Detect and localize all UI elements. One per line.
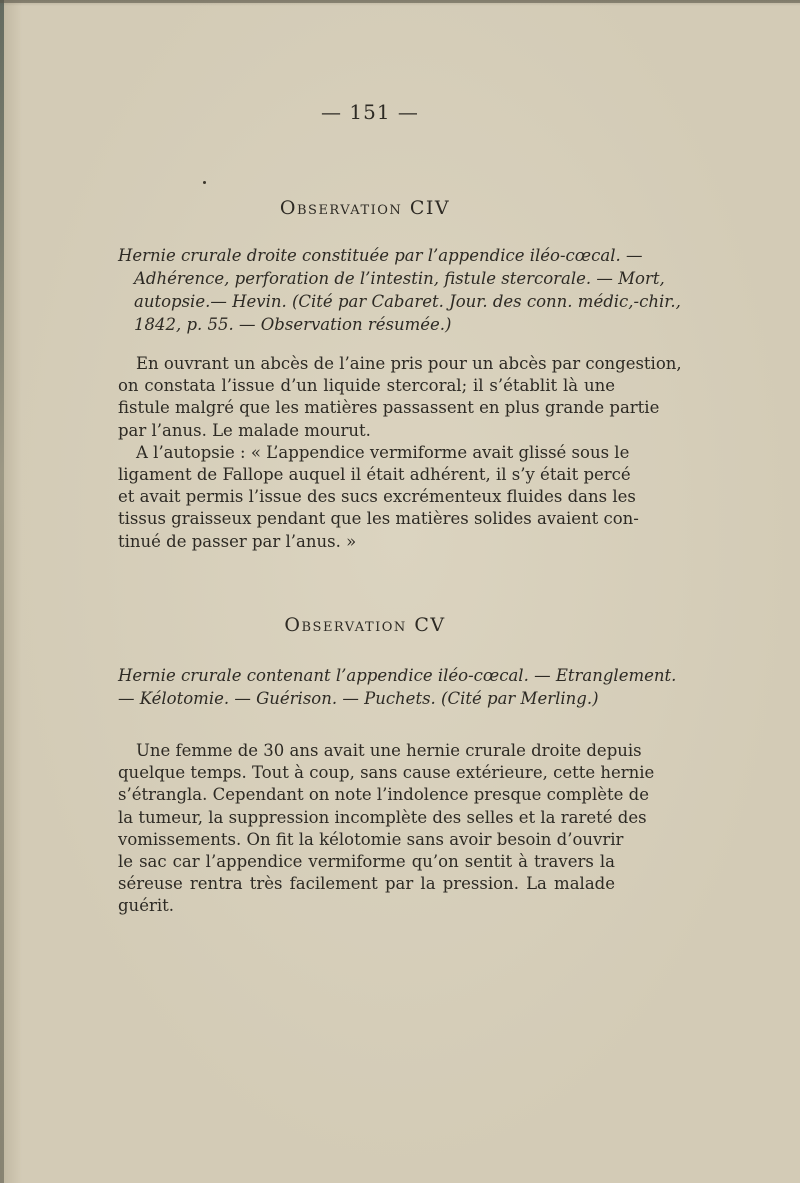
body-line: la tumeur, la suppression incomplète des selles et la rareté des	[118, 807, 647, 827]
body-line: quelque temps. Tout à coup, sans cause extérieure, cette hernie	[118, 763, 655, 783]
observation-title: Observation CV	[284, 614, 446, 636]
body-line: vomissements. On fit la kélotomie sans avoir besoin d’ouvrir	[118, 829, 624, 849]
summary-line: Hernie crurale droite constituée par l’appendice iléo-cœcal. —	[118, 246, 643, 265]
scan-edge-top	[0, 0, 800, 3]
body-line: séreuse rentra très facilement par la pression. La malade	[118, 874, 615, 894]
summary-line: — Kélotomie. — Guérison. — Puchets. (Cité par Merling.)	[118, 689, 599, 708]
summary-line: autopsie.— Hevin. (Cité par Cabaret. Jour. des conn. médic,-chir.,	[134, 292, 681, 311]
observation-body	[118, 353, 682, 553]
page-number: — 151 —	[321, 100, 419, 124]
body-line: tinué de passer par l’anus. »	[118, 531, 357, 551]
summary-line: Hernie crurale contenant l’appendice iléo-cœcal. — Etranglement.	[118, 666, 677, 685]
body-line: Une femme de 30 ans avait une hernie crurale droite depuis	[136, 741, 642, 760]
body-line: ligament de Fallope auquel il était adhérent, il s’y était percé	[118, 465, 631, 485]
body-line: En ouvrant un abcès de l’aine pris pour un abcès par congestion,	[136, 354, 682, 373]
body-line: s’étrangla. Cependant on note l’indolence presque complète de	[118, 785, 649, 805]
observation-body	[118, 740, 655, 918]
summary-line: Adhérence, perforation de l’intestin, fistule stercorale. — Mort,	[134, 269, 665, 288]
observation-title: Observation CIV	[279, 197, 451, 219]
observation-summary	[118, 664, 677, 710]
body-line: par l’anus. Le malade mourut.	[118, 420, 371, 440]
body-line: et avait permis l’issue des sucs excrémenteux fluides dans les	[118, 487, 636, 507]
observation-summary	[118, 244, 681, 336]
scan-edge-left	[0, 0, 4, 1183]
summary-line: 1842, p. 55. — Observation résumée.)	[134, 315, 452, 334]
body-line: le sac car l’appendice vermiforme qu’on sentit à travers la	[118, 852, 615, 872]
body-line: fistule malgré que les matières passassent en plus grande partie	[118, 398, 660, 418]
body-line: on constata l’issue d’un liquide stercoral; il s’établit là une	[118, 376, 615, 396]
body-line: guérit.	[118, 896, 174, 916]
body-line: tissus graisseux pendant que les matières solides avaient con-	[118, 509, 639, 529]
body-line: A l’autopsie : « L’appendice vermiforme avait glissé sous le	[136, 442, 630, 462]
ink-speck	[203, 181, 206, 184]
